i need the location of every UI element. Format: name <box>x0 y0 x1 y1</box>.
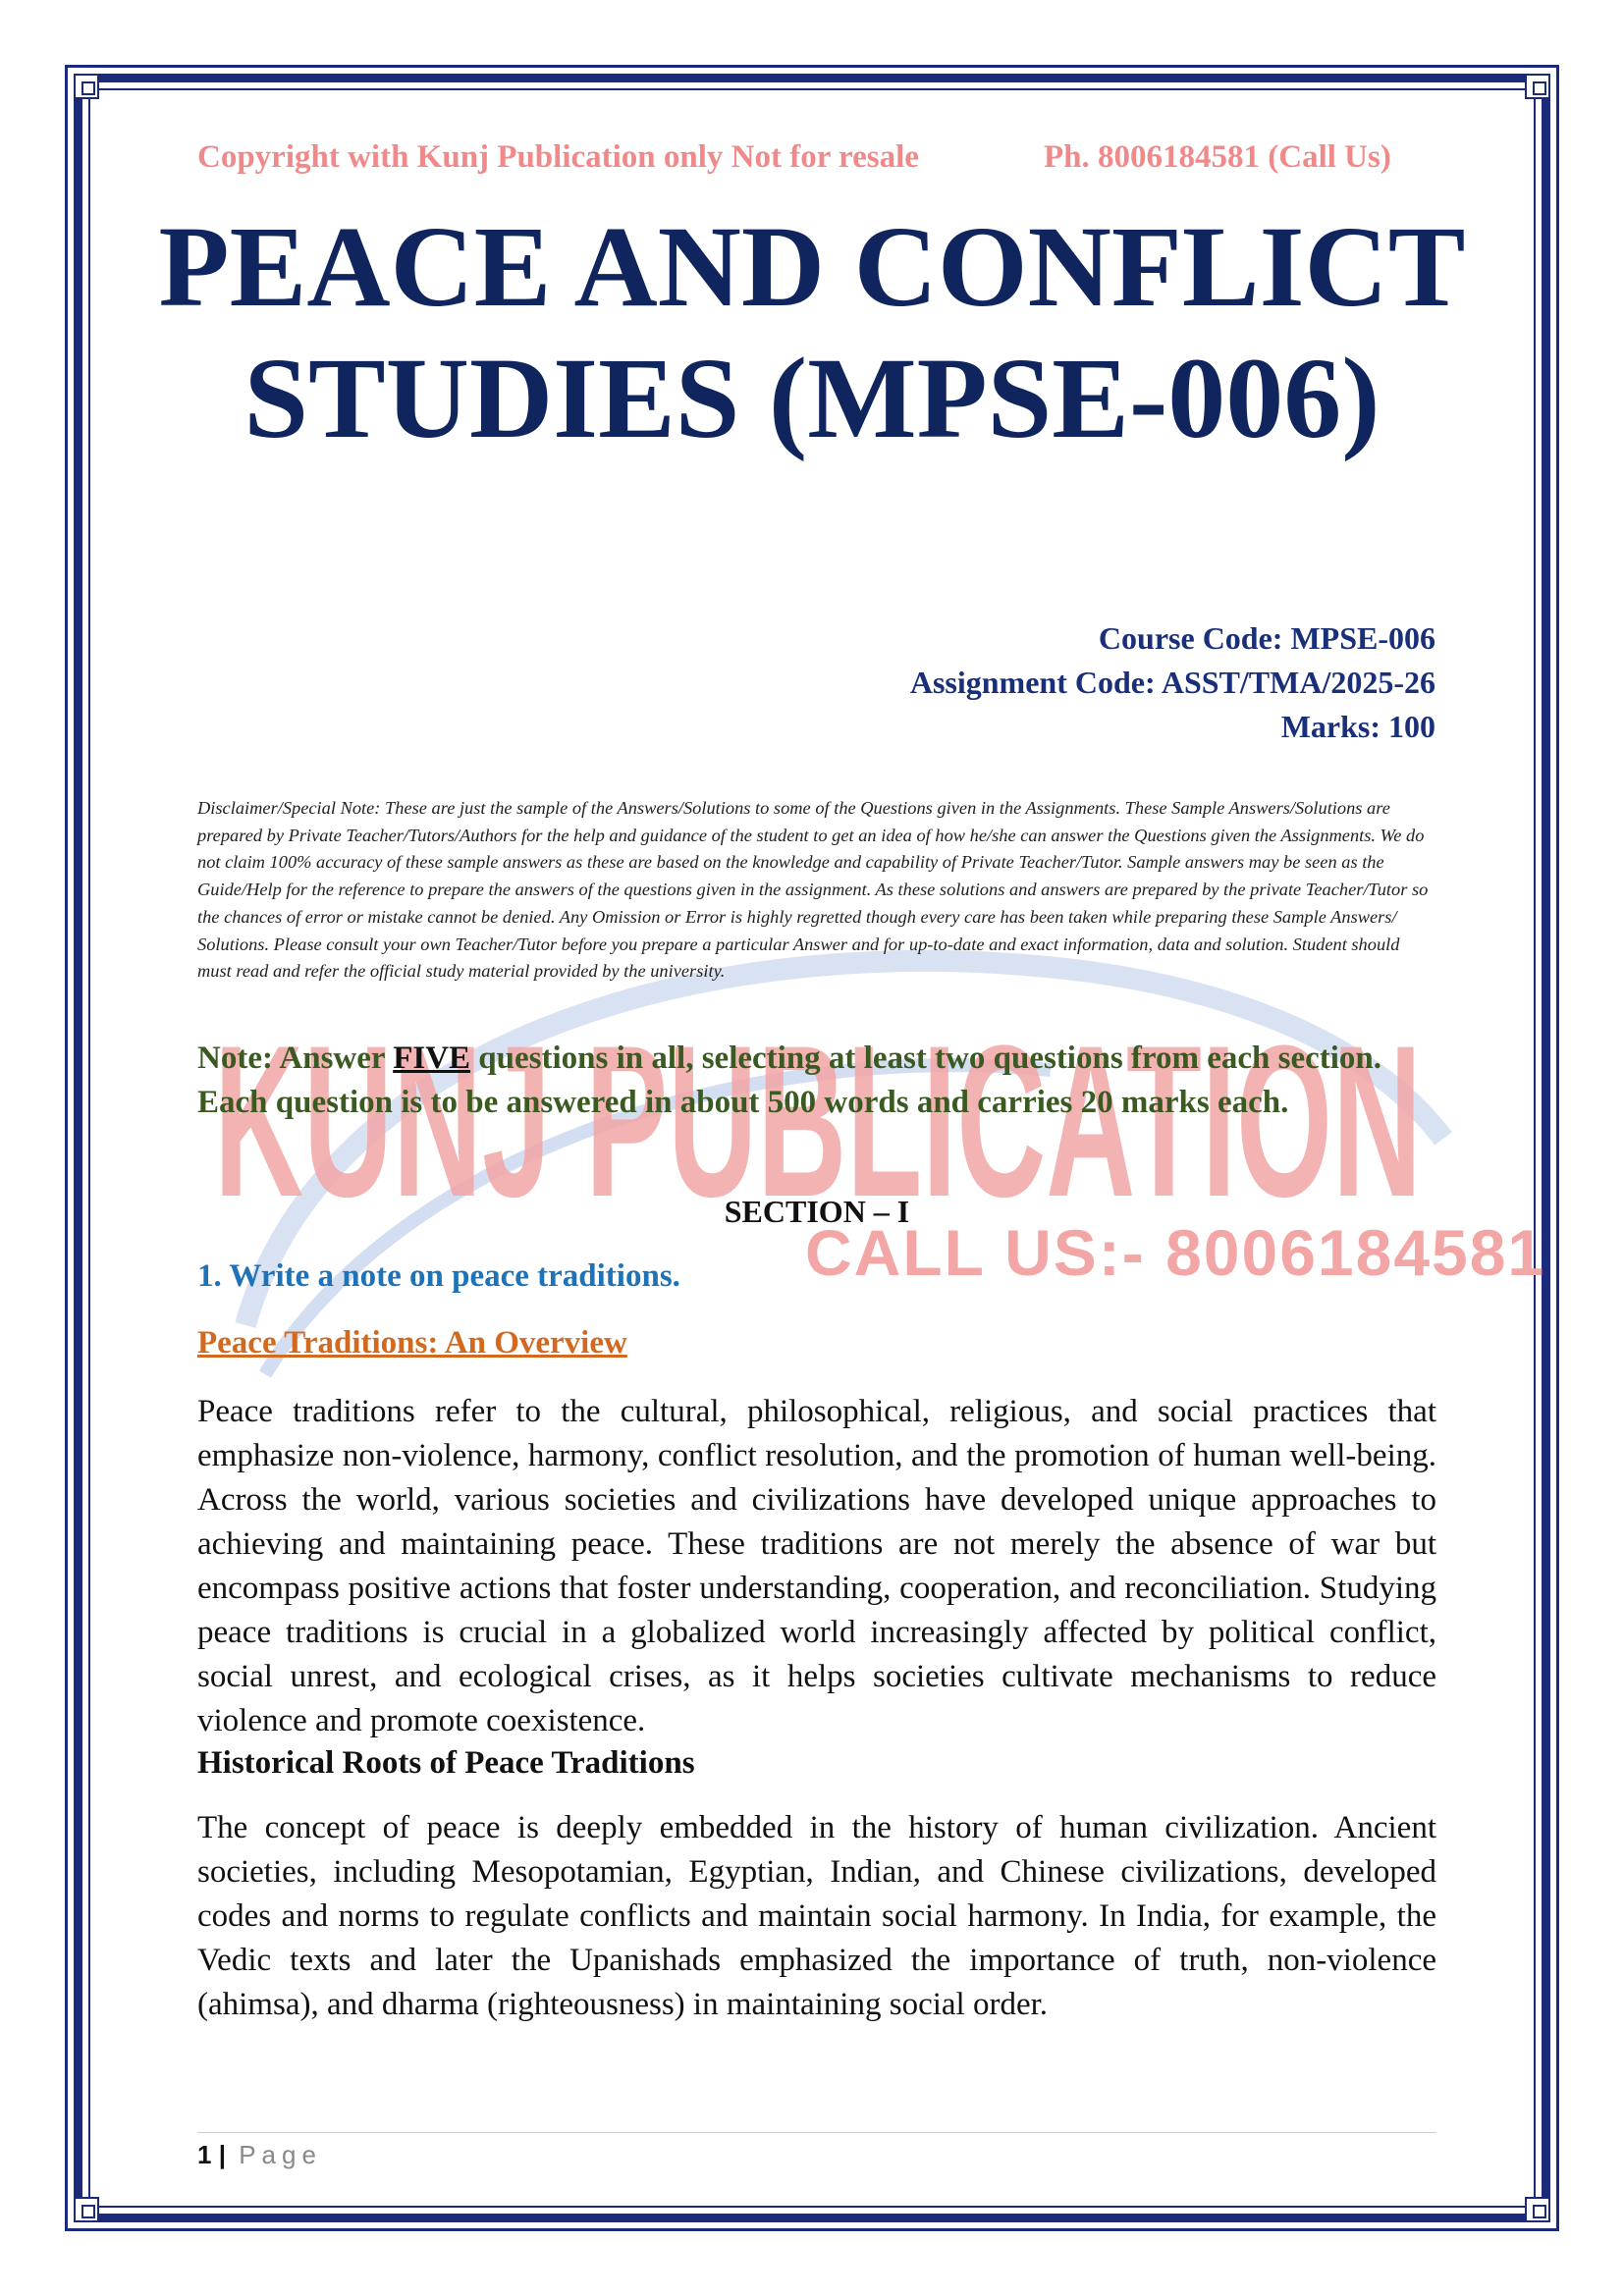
copyright-header <box>197 139 1435 176</box>
page-number: 1 <box>197 2140 212 2169</box>
disclaimer-text: Disclaimer/Special Note: These are just the sample of the Answers/Solutions to some of the Questions given in the Assignments. These Sample Answers/Solutions are prepared by Private Teacher/Tutors/Authors for the help and guidance of the student to get an idea of how he/she can answer the Questions given the Assignments. We do not claim 100% accuracy of these sample answers as these are based on the knowledge and capability of Private Teacher/Tutor. Sample answers may be seen as the Guide/Help for the reference to prepare the answers of the questions given in the assignment. As these solutions and answers are prepared by the private Teacher/Tutor so the chances of error or mistake cannot be denied. Any Omission or Error is highly regretted though every care has been taken while preparing these Sample Answers/ Solutions. Please consult your own Teacher/Tutor before you prepare a particular Answer and for up-to-date and exact information, data and solution. Student should must read and refer the official study material provided by the university. <box>197 798 1429 982</box>
heading-historical-roots: Historical Roots of Peace Traditions <box>197 1745 695 1781</box>
note-prefix: Note: Answer <box>197 1041 394 1076</box>
page-footer <box>197 2140 322 2170</box>
footer-divider <box>197 2132 1436 2133</box>
title-line-1: PEACE AND CONFLICT <box>158 202 1466 331</box>
course-codes <box>910 616 1435 749</box>
page-separator: | <box>218 2140 226 2169</box>
question-1: 1. Write a note on peace traditions. <box>197 1258 680 1294</box>
watermark-call: CALL US:- 8006184581 <box>805 1216 1546 1289</box>
section-heading: SECTION – I <box>724 1194 910 1229</box>
course-code: Course Code: MPSE-006 <box>1098 620 1435 656</box>
assignment-code: Assignment Code: ASST/TMA/2025-26 <box>909 665 1435 700</box>
document-title <box>147 201 1477 464</box>
copyright-text: Copyright with Kunj Publication only Not for resale <box>197 139 919 175</box>
paragraph-historical: The concept of peace is deeply embedded in the history of human civilization. Ancient societies, including Mesopotamian, Egyptian, Indian, and Chinese civilizations, developed codes and norms to regulate conflicts and maintain social harmony. In India, for example, the Vedic texts and later the Upanishads emphasized the importance of truth, non-violence (ahimsa), and dharma (righteousness) in maintaining social order. <box>197 1810 1436 2022</box>
page-label: Page <box>239 2140 322 2169</box>
marks: Marks: 100 <box>1280 709 1435 744</box>
title-line-2: STUDIES (MPSE-006) <box>244 334 1380 462</box>
phone-text: Ph. 8006184581 (Call Us) <box>1044 139 1391 175</box>
note-suffix: questions in all, selecting at least two questions from each section. Each question is to be answered in about 500 words and carries 20 marks each. <box>197 1041 1381 1120</box>
paragraph-overview: Peace traditions refer to the cultural, philosophical, religious, and social practices that emphasize non-violence, harmony, conflict resolution, and the promotion of human well-being. Across the world, various societies and civilizations have developed unique approaches to achieving and maintaining peace. These traditions are not merely the absence of war but encompass positive actions that foster understanding, cooperation, and reconciliation. Studying peace traditions is crucial in a globalized world increasingly affected by political conflict, social unrest, and ecological crises, as it helps societies cultivate mechanisms to reduce violence and promote coexistence. <box>197 1394 1436 1738</box>
svg-text:KUNJ PUBLICATION: KUNJ PUBLICATION <box>214 1021 1422 1217</box>
instruction-note <box>197 1037 1436 1125</box>
note-emphasis: FIVE <box>393 1041 471 1076</box>
answer-subheading: Peace Traditions: An Overview <box>197 1325 627 1361</box>
